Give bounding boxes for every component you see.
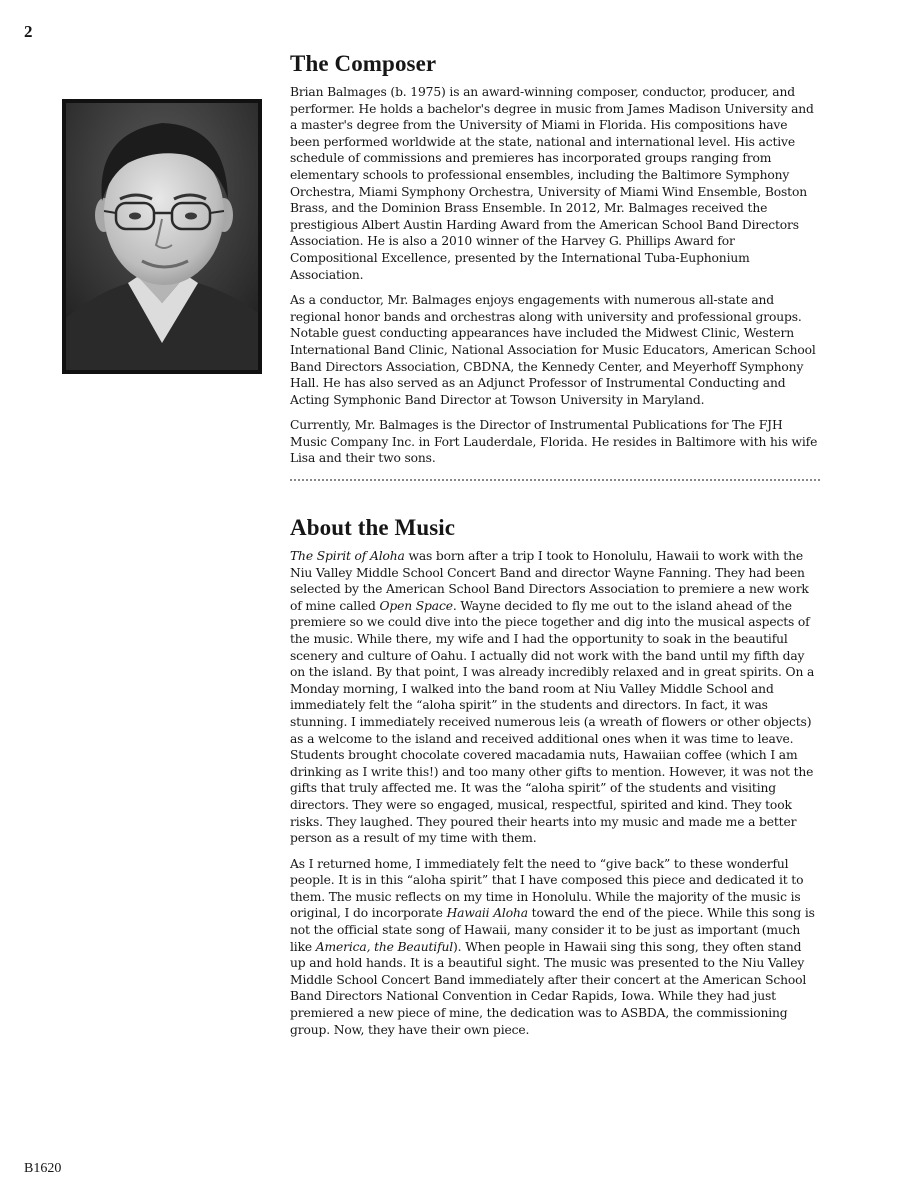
about-music-heading: About the Music — [290, 515, 456, 540]
composer-heading: The Composer — [290, 51, 437, 76]
work-title: Open Space — [379, 598, 453, 613]
music-text: was born after a trip I took to Honolulu, Hawaii to work with the Niu Valley Middle School Concert Band and director Wayne Fanning. They had been selected by the American School Band Directors Association to premiere a new work of mine called — [290, 549, 809, 613]
page-number: 2 — [24, 22, 33, 41]
composer-section — [290, 50, 820, 476]
catalog-number: B1620 — [24, 1161, 62, 1176]
music-paragraph-2 — [290, 856, 820, 1039]
music-text: ). When people in Hawaii sing this song, they often stand up and hold hands. It is a beautiful sight. The music was presented to the Niu Valley Middle School Concert Band immediately after their concert at the American School Band Directors National Convention in Cedar Rapids, Iowa. While they had just premiered a new piece of mine, the dedication was to ASBDA, the commissioning group. Now, they have their own piece. — [290, 939, 807, 1037]
about-music-section — [290, 514, 820, 1047]
song-title: Hawaii Aloha — [446, 906, 528, 921]
composer-portrait-image — [66, 103, 258, 370]
music-text: As I returned home, I immediately felt the need to “give back” to these wonderful people. It is in this “aloha spirit” that I have composed this piece and dedicated it to them. The music reflects on my time in Honolulu. While the majority of the music is original, I do incorporate — [290, 856, 804, 921]
dotted-divider — [290, 479, 820, 481]
composer-paragraph-3: Currently, Mr. Balmages is the Director of Instrumental Publications for The FJH Music Company Inc. in Fort Lauderdale, Florida. He resides in Baltimore with his wife Lisa and their two sons. — [290, 418, 818, 466]
piece-title: The Spirit of Aloha — [290, 549, 405, 563]
composer-paragraph-1: Brian Balmages (b. 1975) is an award-winning composer, conductor, producer, and performer. He holds a bachelor's degree in music from James Madison University and a master's degree from the University of Miami in Florida. His compositions have been performed worldwide at the state, national and international level. His active schedule of commissions and premieres has incorporated groups ranging from elementary schools to professional ensembles, including the Baltimore Symphony Orchestra, Miami Symphony Orchestra, University of Miami Wind Ensemble, Boston Brass, and the Dominion Brass Ensemble. In 2012, Mr. Balmages received the prestigious Albert Austin Harding Award from the American School Band Directors Association. He is also a 2010 winner of the Harvey G. Phillips Award for Compositional Excellence, presented by the International Tuba-Euphonium Association. — [290, 85, 814, 282]
composer-photo — [62, 99, 262, 374]
composer-paragraph-2: As a conductor, Mr. Balmages enjoys engagements with numerous all-state and regional honor bands and orchestras along with university and professional groups. Notable guest conducting appearances have included the Midwest Clinic, Western International Band Clinic, National Association for Music Educators, American School Band Directors Association, CBDNA, the Kennedy Center, and Meyerhoff Symphony Hall. He has also served as an Adjunct Professor of Instrumental Conducting and Acting Symphonic Band Director at Towson University in Maryland. — [290, 293, 816, 407]
music-text: . Wayne decided to fly me out to the island ahead of the premiere so we could dive into the piece together and dig into the musical aspects of the music. While there, my wife and I had the opportunity to soak in the beautiful scenery and culture of Oahu. I actually did not work with the band until my fifth day on the island. By that point, I was already incredibly relaxed and in great spirits. On a Monday morning, I walked into the band room at Niu Valley Middle School and immediately felt the “aloha spirit” in the students and directors. In fact, it was stunning. I immediately received numerous leis (a wreath of flowers or other objects) as a welcome to the island and received additional ones when it was time to leave. Students brought chocolate covered macadamia nuts, Hawaiian coffee (which I am drinking as I write this!) and too many other gifts to mention. However, it was not the gifts that truly affected me. It was the “aloha spirit” of the students and visiting directors. They were so engaged, musical, respectful, spirited and kind. They took risks. They laughed. They poured their hearts into my music and made me a better person as a result of my time with them. — [290, 598, 815, 846]
music-text: toward the end of the piece. While this song is not the official state song of Hawaii, many consider it to be just as important (much like — [290, 906, 815, 954]
song-title: America, the Beautiful — [315, 939, 454, 954]
music-paragraph-1 — [290, 548, 820, 847]
